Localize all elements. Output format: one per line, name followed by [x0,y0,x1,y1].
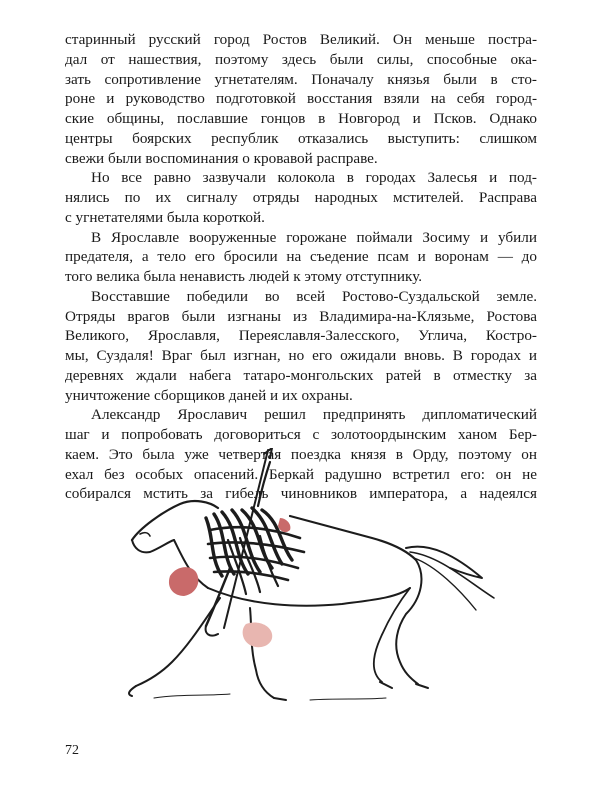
text-line: Восставшие победили во всей Ростово-Суздальской земле. [91,287,537,305]
page-number: 72 [65,743,79,758]
text-line: собирался мстить за гибель чиновников императора, а надеялся [65,485,537,503]
text-line: свежи были воспоминания о кровавой расправе. [65,149,378,167]
text-line: каем. Это была уже четвертая поездка князя в Орду, поэтому он [65,445,537,463]
text-line: дал от нашествия, поэтому здесь были силы, способные ока- [65,50,537,68]
text-line: шаг и попробовать договориться с золотоордынским ханом Бер- [65,426,537,443]
text-line: центры боярских республик отказались выступить: слишком [65,129,537,147]
text-line: Отряды врагов были изгнаны из Владимира-на-Клязьме, Ростова [65,307,537,325]
text-line: В Ярославле вооруженные горожане поймали Зосиму и убили [91,228,537,246]
text-line: мы, Суздаля! Враг был изгнан, но его ожидали вновь. В городах и [65,347,537,364]
body-text [65,30,537,504]
text-line: деревнях ждали набега татаро-монгольских ратей в отместку за [65,366,537,384]
text-line: с угнетателями была короткой. [65,208,265,226]
text-line: старинный русский город Ростов Великий. Он меньше постра- [65,31,537,48]
text-line: Но все равно зазвучали колокола в городах Залесья и под- [91,169,537,187]
text-line: зать сопротивление угнетателям. Поначалу князья были в сто- [65,70,537,88]
text-line: предателя, а тело его бросили на съедение псам и воронам — до [65,248,537,266]
horseman-illustration [110,448,500,716]
text-line: ехал без особых опасений. Беркай радушно встретил его: он не [65,465,537,483]
text-line: Великого, Ярославля, Переяславля-Залесского, Углича, Костро- [65,327,537,345]
text-line: уничтожение сборщиков даней и их охраны. [65,386,353,404]
text-line: нялись по их сигналу отряды народных мстителей. Расправа [65,189,537,206]
text-line: роне и руководство подготовкой восстания взяли на себя город- [65,90,537,108]
text-line: Александр Ярославич решил предпринять дипломатический [91,406,537,424]
text-line: ские общины, пославшие гонцов в Новгород и Псков. Однако [65,110,537,127]
text-line: того велика была ненависть людей к этому отступнику. [65,268,423,285]
